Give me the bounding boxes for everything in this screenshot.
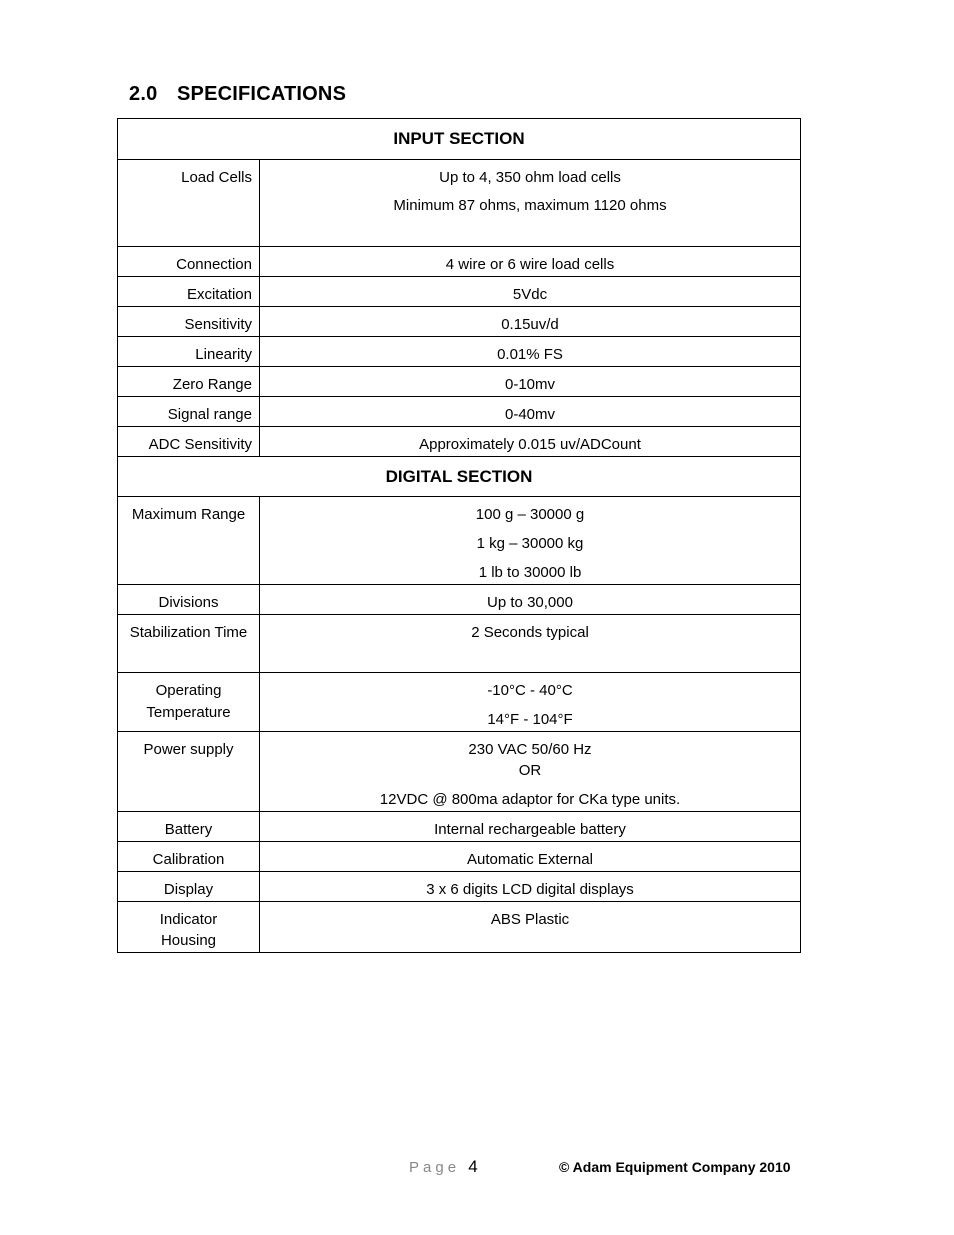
digital-section-header: DIGITAL SECTION [118,457,801,497]
table-row [118,842,801,872]
row-value: Automatic External [260,842,801,872]
row-label: Stabilization Time [118,615,260,673]
table-row [118,585,801,615]
row-value: 0.01% FS [260,337,801,367]
row-label: Excitation [118,277,260,307]
row-label: Power supply [118,732,260,812]
row-label: Linearity [118,337,260,367]
row-label: Divisions [118,585,260,615]
row-value: 5Vdc [260,277,801,307]
table-row [118,337,801,367]
row-label: ADC Sensitivity [118,427,260,457]
table-row [118,427,801,457]
table-row [118,367,801,397]
row-label: Sensitivity [118,307,260,337]
row-value: 0-40mv [260,397,801,427]
row-value: 0.15uv/d [260,307,801,337]
row-label: Calibration [118,842,260,872]
row-value: 3 x 6 digits LCD digital displays [260,872,801,902]
page-number-label [409,1157,478,1177]
row-value: ABS Plastic [260,902,801,953]
table-row [118,497,801,585]
row-label: Indicator Housing [118,902,260,953]
row-value: -10°C - 40°C 14°F - 104°F [260,673,801,732]
row-value: 230 VAC 50/60 Hz OR 12VDC @ 800ma adaptor for CKa type units. [260,732,801,812]
table-row [118,615,801,673]
row-label: Maximum Range [118,497,260,585]
section-heading [129,83,346,106]
copyright-notice: © Adam Equipment Company 2010 [559,1159,791,1175]
row-value: 100 g – 30000 g 1 kg – 30000 kg 1 lb to 30000 lb [260,497,801,585]
row-value: 0-10mv [260,367,801,397]
row-value: Up to 4, 350 ohm load cells Minimum 87 ohms, maximum 1120 ohms [260,160,801,247]
table-row [118,732,801,812]
row-value: 4 wire or 6 wire load cells [260,247,801,277]
row-label: Load Cells [118,160,260,247]
table-row [118,812,801,842]
heading-number: 2.0 [129,83,158,105]
row-label: Battery [118,812,260,842]
page-word: Page [409,1159,461,1176]
page-number: 4 [468,1157,478,1176]
table-row [118,397,801,427]
row-value: Up to 30,000 [260,585,801,615]
input-section-header: INPUT SECTION [118,119,801,160]
row-value: Approximately 0.015 uv/ADCount [260,427,801,457]
row-value: 2 Seconds typical [260,615,801,673]
table-row [118,902,801,953]
row-label: Operating Temperature [118,673,260,732]
specifications-table [117,118,801,953]
table-row [118,673,801,732]
row-label: Signal range [118,397,260,427]
row-label: Zero Range [118,367,260,397]
table-row [118,277,801,307]
table-row [118,872,801,902]
row-value: Internal rechargeable battery [260,812,801,842]
row-label: Display [118,872,260,902]
table-row [118,160,801,247]
row-label: Connection [118,247,260,277]
table-row [118,307,801,337]
table-row [118,247,801,277]
heading-title: SPECIFICATIONS [177,83,347,105]
